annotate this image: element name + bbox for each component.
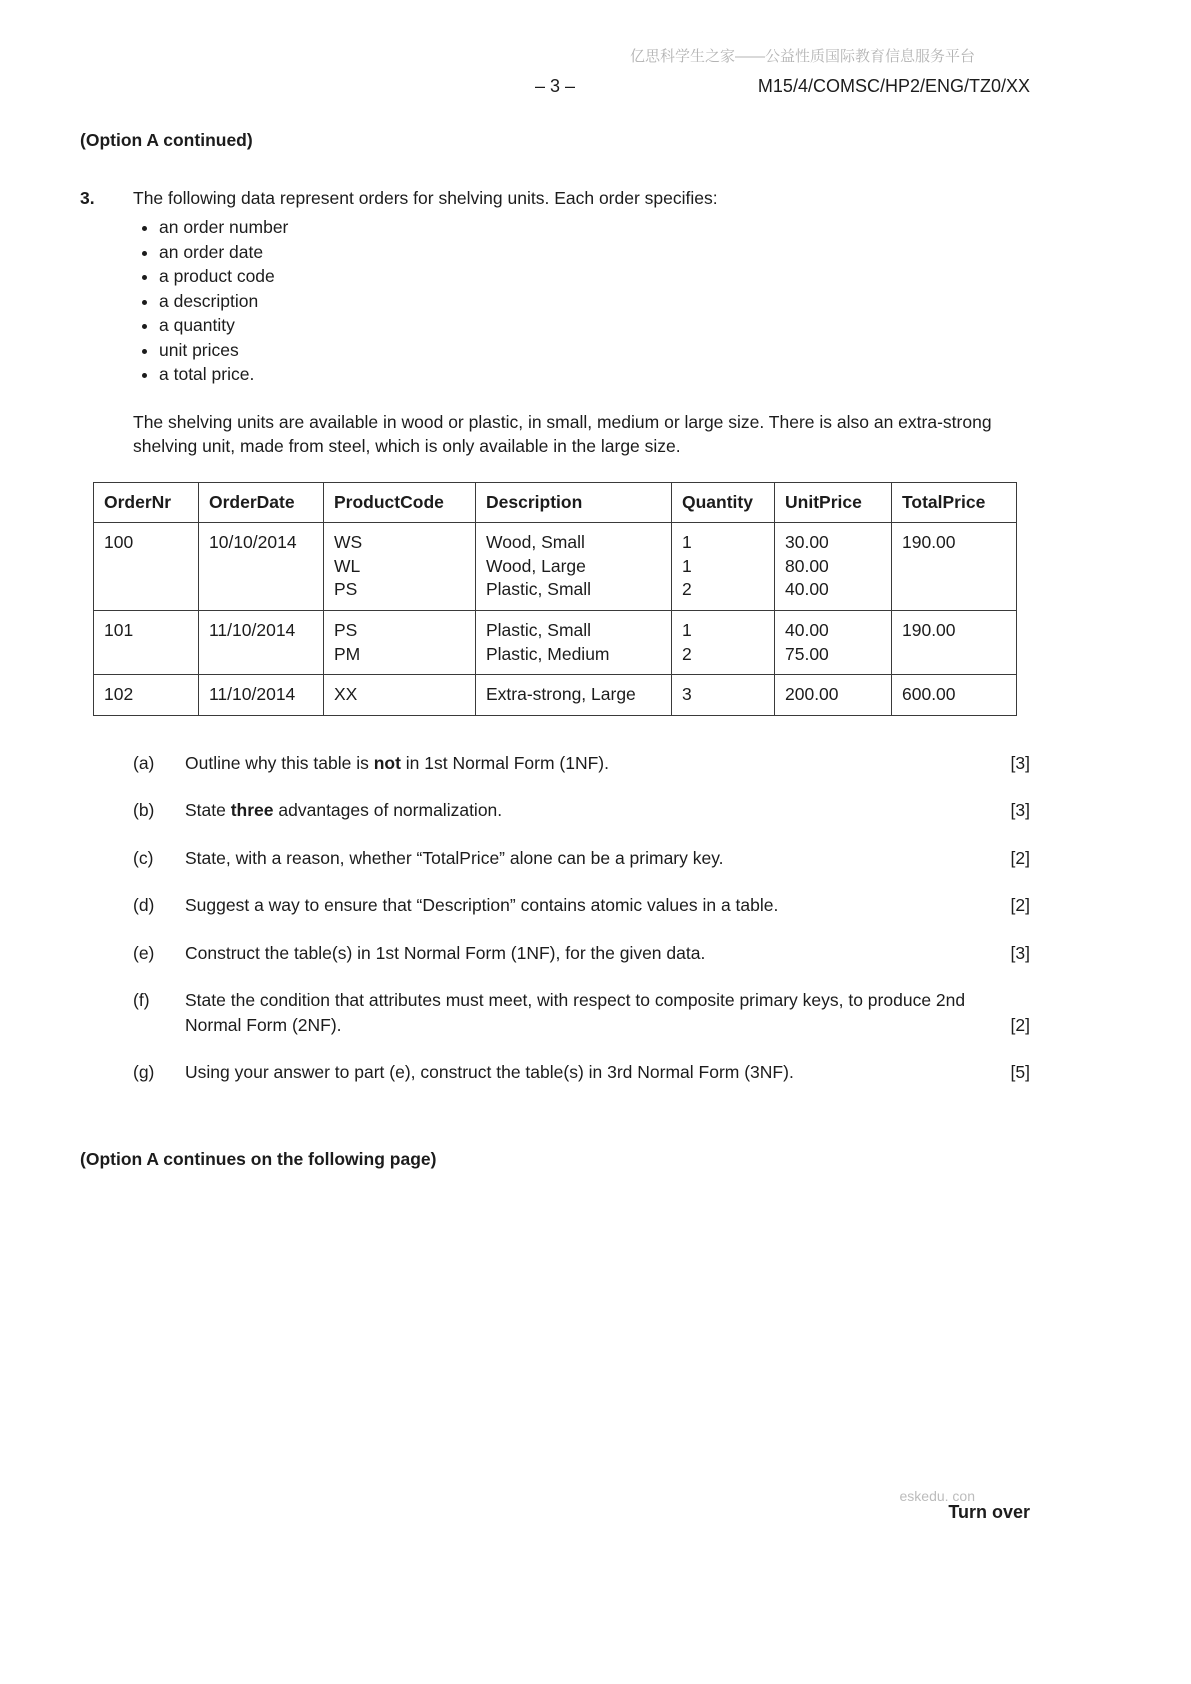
part-text: Construct the table(s) in 1st Normal Form (1NF), for the given data. xyxy=(185,942,706,963)
table-row xyxy=(94,611,1017,675)
cell-quantities xyxy=(672,611,775,675)
description: Plastic, Small xyxy=(486,620,592,640)
column-header-unitprice: UnitPrice xyxy=(775,482,892,523)
question-part-a xyxy=(80,751,1030,776)
part-text: Outline why this table is not in 1st Normal Form (1NF). xyxy=(185,752,609,773)
part-label: (f) xyxy=(133,990,150,1011)
cell-unitprices xyxy=(775,675,892,716)
top-watermark: 亿思科学生之家——公益性质国际教育信息服务平台 xyxy=(629,48,975,65)
description: Plastic, Small xyxy=(486,579,592,600)
cell-ordernr: 102 xyxy=(94,675,199,716)
quantity: 3 xyxy=(682,684,692,705)
question-part-b xyxy=(80,798,1030,823)
paper-code: M15/4/COMSC/HP2/ENG/TZ0/XX xyxy=(757,76,1030,96)
total-price: 190.00 xyxy=(902,620,956,640)
product-code: XX xyxy=(334,684,358,705)
cell-descriptions xyxy=(476,523,672,611)
column-header-totalprice: TotalPrice xyxy=(892,482,1017,523)
cell-productcodes xyxy=(324,523,476,611)
table-header-row xyxy=(94,482,1017,523)
list-item: • a description xyxy=(159,289,1030,314)
column-header-ordernr: OrderNr xyxy=(94,482,199,523)
product-code: WS xyxy=(334,532,363,553)
table-row xyxy=(94,675,1017,716)
list-item: • a total price. xyxy=(159,362,1030,387)
list-item: • unit prices xyxy=(159,338,1030,363)
cell-totalprice xyxy=(892,523,1017,611)
part-label: (d) xyxy=(133,895,155,916)
cell-totalprice xyxy=(892,675,1017,716)
question-part-g xyxy=(80,1060,1030,1085)
turn-over-label: Turn over xyxy=(948,1502,1030,1522)
total-price: 600.00 xyxy=(902,684,956,705)
cell-descriptions xyxy=(476,611,672,675)
question-3 xyxy=(80,186,1030,459)
unit-price: 75.00 xyxy=(785,643,829,664)
cell-orderdate: 11/10/2014 xyxy=(199,611,324,675)
cell-descriptions xyxy=(476,675,672,716)
part-marks: [3] xyxy=(1010,800,1030,821)
part-marks: [3] xyxy=(1010,752,1030,773)
cell-ordernr: 101 xyxy=(94,611,199,675)
cell-productcodes xyxy=(324,611,476,675)
description: Wood, Large xyxy=(486,555,586,576)
product-code: WL xyxy=(334,555,361,576)
option-continues-note: (Option A continues on the following page) xyxy=(80,1148,437,1169)
question-intro: The following data represent orders for shelving units. Each order specifies: xyxy=(133,187,718,208)
part-marks: [5] xyxy=(1010,1062,1030,1083)
part-label: (g) xyxy=(133,1062,155,1083)
unit-price: 80.00 xyxy=(785,555,829,576)
page-header xyxy=(80,74,1030,100)
description: Extra-strong, Large xyxy=(486,684,636,705)
column-header-quantity: Quantity xyxy=(672,482,775,523)
description: Plastic, Medium xyxy=(486,643,610,664)
part-label: (e) xyxy=(133,942,155,963)
cell-quantities xyxy=(672,523,775,611)
cell-ordernr: 100 xyxy=(94,523,199,611)
cell-productcodes xyxy=(324,675,476,716)
question-number: 3. xyxy=(80,187,95,208)
part-marks: [2] xyxy=(1010,847,1030,868)
list-item: • an order number xyxy=(159,215,1030,240)
cell-unitprices xyxy=(775,523,892,611)
unit-price: 40.00 xyxy=(785,620,829,640)
description: Wood, Small xyxy=(486,532,585,553)
list-item: • a quantity xyxy=(159,313,1030,338)
footer-watermark: eskedu. con xyxy=(899,1488,975,1504)
order-spec-list xyxy=(133,215,1030,387)
question-paragraph: The shelving units are available in wood or plastic, in small, medium or large size. There is also an extra-strong shelving unit, made from steel, which is only available in the large size. xyxy=(133,411,992,456)
question-parts xyxy=(80,751,1030,1085)
cell-orderdate: 11/10/2014 xyxy=(199,675,324,716)
column-header-orderdate: OrderDate xyxy=(199,482,324,523)
quantity: 1 xyxy=(682,555,692,576)
unit-price: 200.00 xyxy=(785,684,839,705)
cell-totalprice xyxy=(892,611,1017,675)
page-number: – 3 – xyxy=(534,76,576,96)
part-text: Suggest a way to ensure that “Description” contains atomic values in a table. xyxy=(185,895,779,916)
column-header-productcode: ProductCode xyxy=(324,482,476,523)
part-label: (c) xyxy=(133,847,154,868)
list-item: • a product code xyxy=(159,264,1030,289)
part-text: State three advantages of normalization. xyxy=(185,800,503,821)
question-part-c xyxy=(80,846,1030,871)
question-part-d xyxy=(80,893,1030,918)
quantity: 2 xyxy=(682,643,692,664)
part-text: State, with a reason, whether “TotalPrice” alone can be a primary key. xyxy=(185,847,724,868)
quantity: 2 xyxy=(682,579,692,600)
question-part-f xyxy=(80,988,1030,1037)
product-code: PS xyxy=(334,620,358,640)
part-label: (a) xyxy=(133,752,155,773)
part-text: Using your answer to part (e), construct the table(s) in 3rd Normal Form (3NF). xyxy=(185,1062,794,1083)
question-body xyxy=(133,186,1030,459)
part-marks: [2] xyxy=(1010,895,1030,916)
cell-orderdate: 10/10/2014 xyxy=(199,523,324,611)
unit-price: 30.00 xyxy=(785,532,829,553)
orders-table xyxy=(93,482,1017,716)
column-header-description: Description xyxy=(476,482,672,523)
unit-price: 40.00 xyxy=(785,579,829,600)
cell-unitprices xyxy=(775,611,892,675)
product-code: PM xyxy=(334,643,361,664)
part-marks: [2] xyxy=(1010,1014,1030,1035)
question-part-e xyxy=(80,941,1030,966)
quantity: 1 xyxy=(682,620,692,640)
table-row xyxy=(94,523,1017,611)
page-content xyxy=(80,128,1030,1171)
list-item: • an order date xyxy=(159,240,1030,265)
quantity: 1 xyxy=(682,532,692,553)
part-marks: [3] xyxy=(1010,942,1030,963)
part-label: (b) xyxy=(133,800,155,821)
product-code: PS xyxy=(334,579,358,600)
part-text: State the condition that attributes must meet, with respect to composite primary keys, to produce 2nd Normal Form (2NF). xyxy=(185,990,966,1035)
cell-quantities xyxy=(672,675,775,716)
total-price: 190.00 xyxy=(902,532,956,553)
option-continued-heading: (Option A continued) xyxy=(80,130,253,150)
